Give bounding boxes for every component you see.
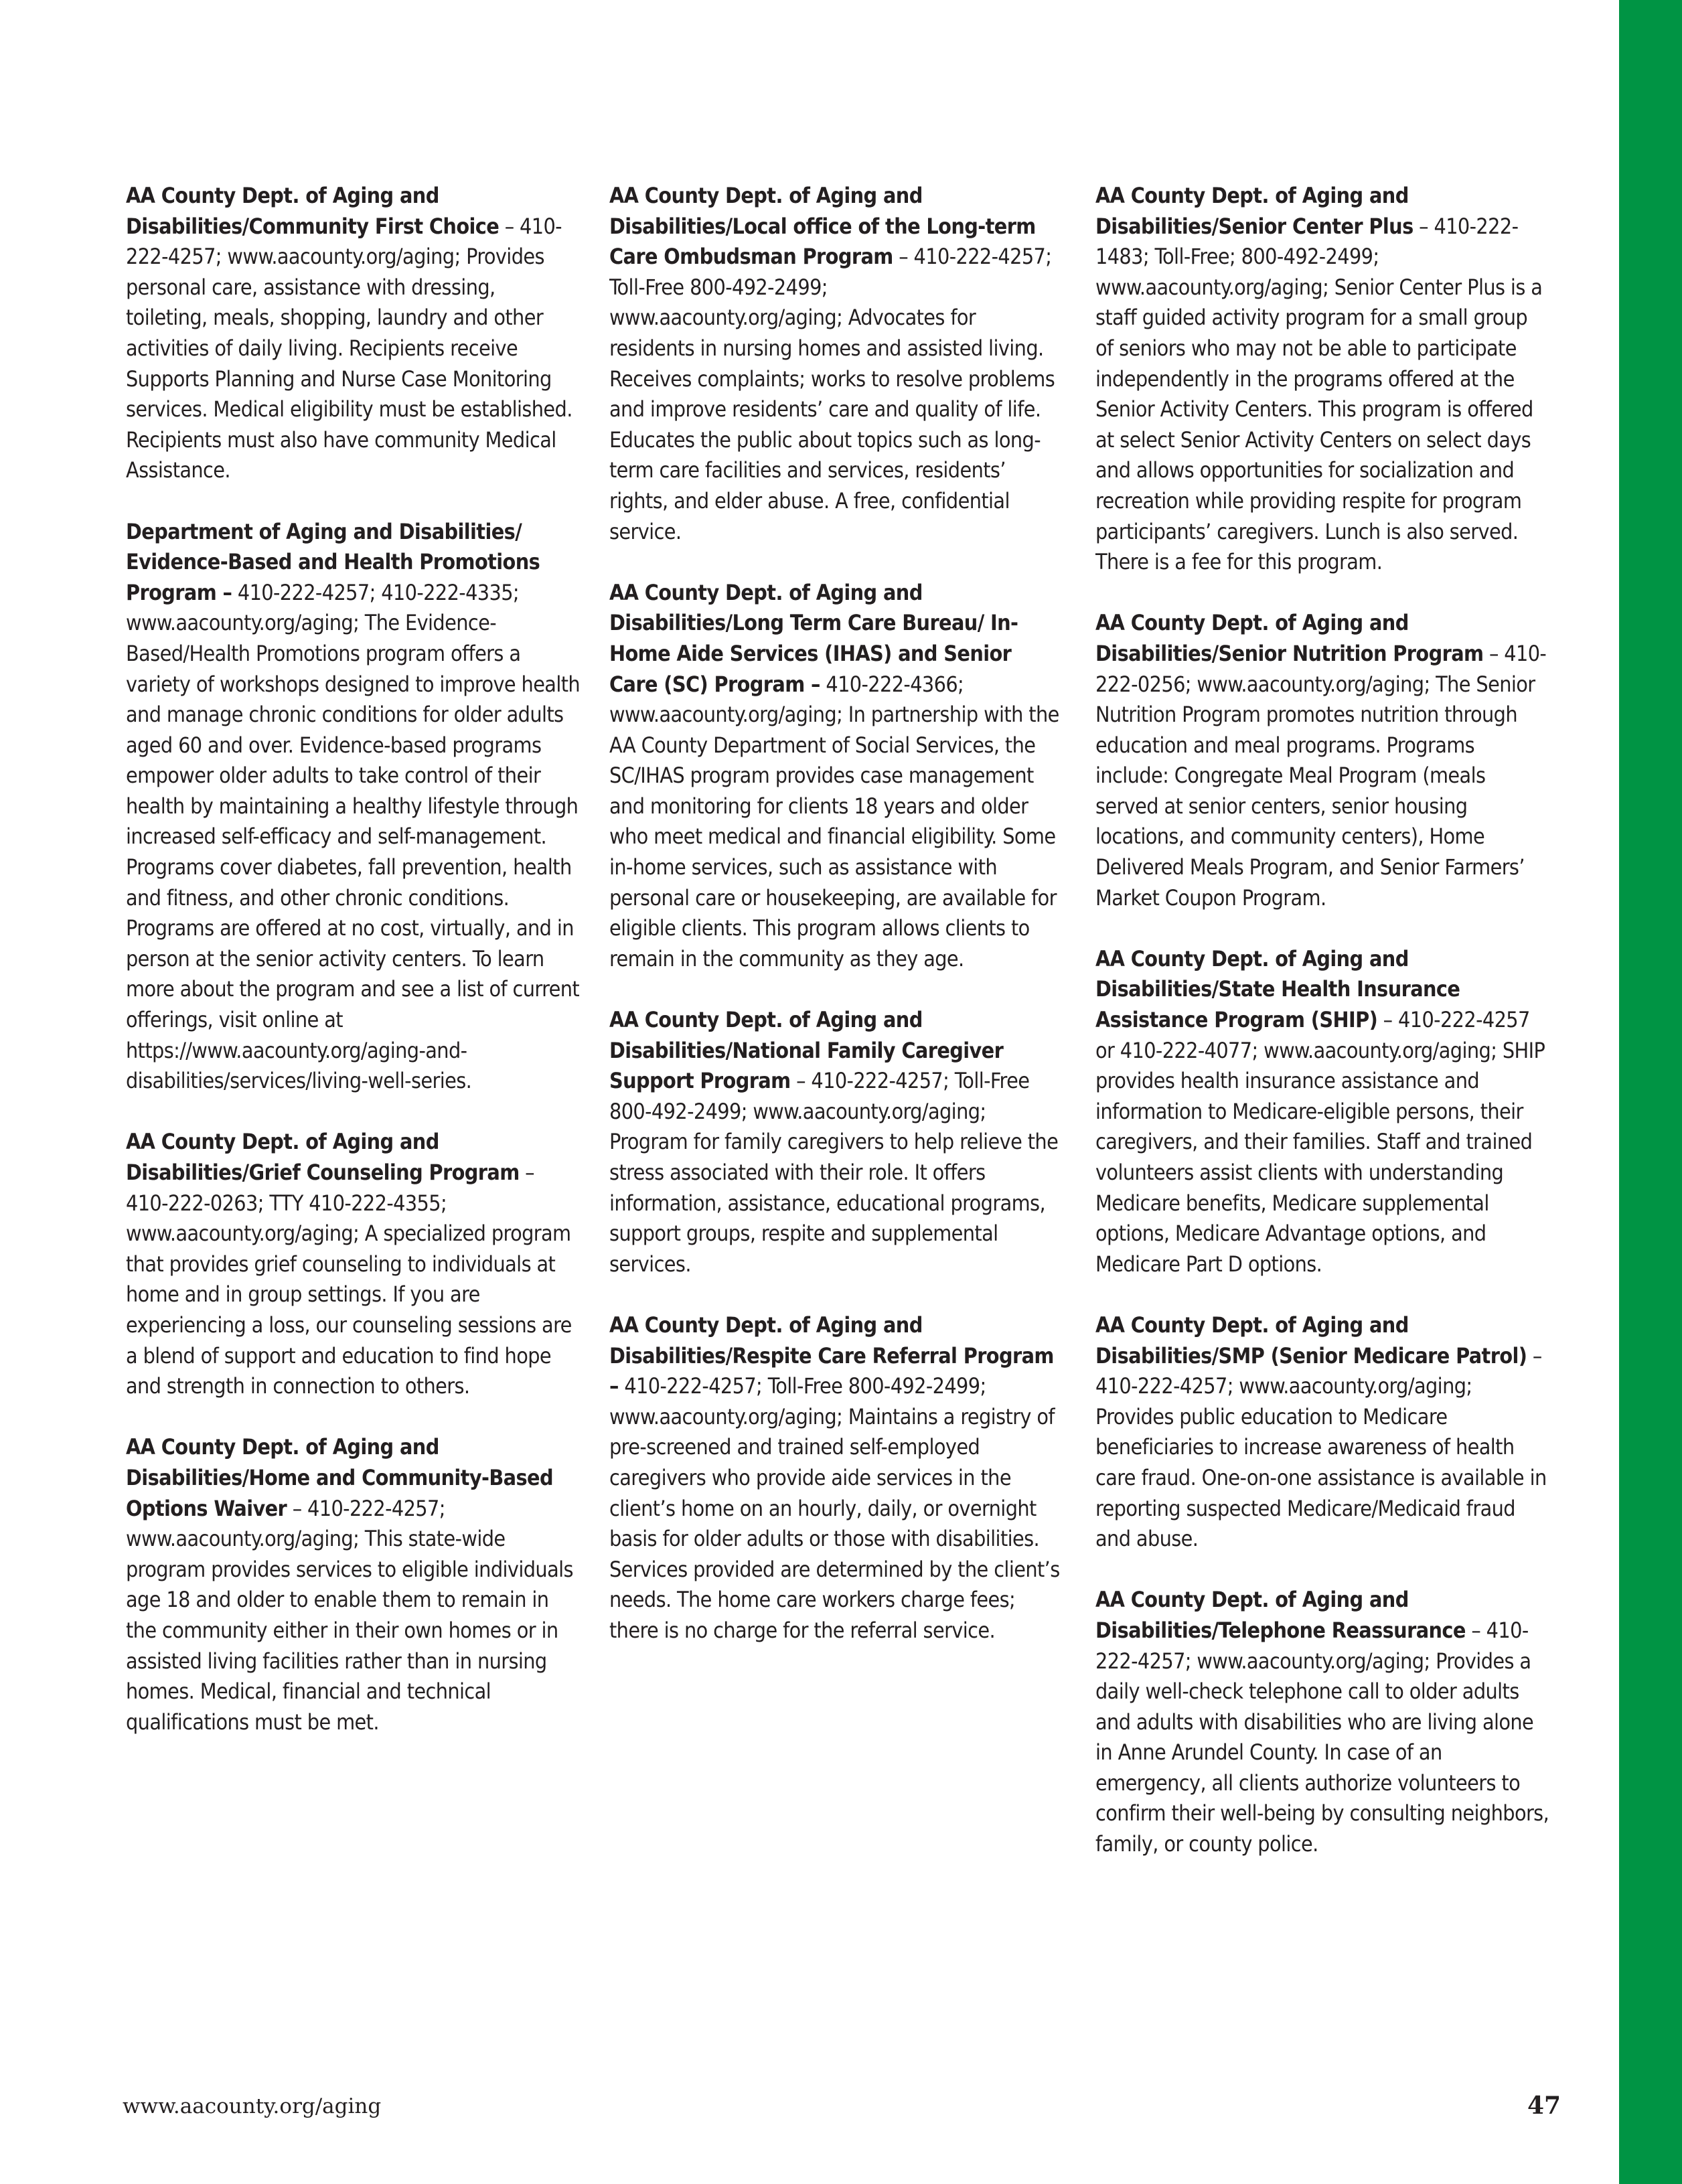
- listing-title: AA County Dept. of Aging and Disabilities/Senior Nutrition Program: [1095, 610, 1484, 666]
- listing-title: AA County Dept. of Aging and Disabilities/Community First Choice: [126, 183, 500, 239]
- listing-title: AA County Dept. of Aging and Disabilities/SMP (Senior Medicare Patrol): [1095, 1312, 1527, 1369]
- listing-respite-care-referral: [609, 1310, 1065, 1646]
- listing-body: 410-222-4257; Toll-Free 800-492-2499; www.aacounty.org/aging; Maintains a registry of pre-screened and trained self-employed caregivers who provide aide services in the client’s home on an hourly, daily, or overnight basis for older adults or those with disabilities. Services provided are determined by the client’s needs. The home care workers charge fees; there is no charge for the referral service.: [609, 1373, 1060, 1643]
- listing-smp: [1095, 1310, 1551, 1555]
- listing-body: – 410-222-4257 or 410-222-4077; www.aacounty.org/aging; SHIP provides health insurance assistance and information to Medicare-eligible persons, their caregivers, and their families. Staff and trained volunteers assist clients with understanding Medicare benefits, Medicare supplemental options, Medicare Advantage options, and Medicare Part D options.: [1095, 1007, 1545, 1277]
- listing-title: AA County Dept. of Aging and Disabilities/Senior Center Plus: [1095, 183, 1413, 239]
- listing-body: 410-222-4366; www.aacounty.org/aging; In partnership with the AA County Department of Social Services, the SC/IHAS program provides case management and monitoring for clients 18 years and older who meet medical and financial eligibility. Some in-home services, such as assistance with personal care or housekeeping, are available for eligible clients. This program allows clients to remain in the community as they age.: [609, 671, 1059, 971]
- listing-family-caregiver-support: [609, 1005, 1065, 1279]
- listing-body: – 410-222-4257; Toll-Free 800-492-2499; www.aacounty.org/aging; Advocates for residents in nursing homes and assisted living. Receives complaints; works to resolve problems and improve residents’ care and quality of life. Educates the public about topics such as long-term care facilities and services, residents’ rights, and elder abuse. A free, confidential service.: [609, 244, 1055, 544]
- listing-ombudsman-program: [609, 181, 1065, 547]
- column-middle: [609, 181, 1065, 1676]
- footer-url: www.aacounty.org/aging: [123, 2094, 382, 2118]
- listing-grief-counseling: [126, 1127, 581, 1401]
- listing-ihas-senior-care: [609, 578, 1065, 975]
- listing-title: AA County Dept. of Aging and Disabilities/Home and Community-Based Options Waiver: [126, 1434, 553, 1521]
- listing-body: – 410-222-0263; TTY 410-222-4355; www.aacounty.org/aging; A specialized program that provides grief counseling to individuals at home and in group settings. If you are experiencing a loss, our counseling sessions are a blend of support and education to find hope and strength in connection to others.: [126, 1160, 572, 1399]
- column-right: [1095, 181, 1551, 1890]
- listing-title: AA County Dept. of Aging and Disabilities/Telephone Reassurance: [1095, 1587, 1466, 1643]
- listing-body: – 410-222-4257; www.aacounty.org/aging; Provides personal care, assistance with dressing, toileting, meals, shopping, laundry and other activities of daily living. Recipients receive Supports Planning and Nurse Case Monitoring services. Medical eligibility must be established. Recipients must also have community Medical Assistance.: [126, 213, 572, 483]
- listing-title: AA County Dept. of Aging and Disabilities/National Family Caregiver Support Program: [609, 1007, 1004, 1094]
- listing-body: – 410-222-4257; www.aacounty.org/aging; Provides a daily well-check telephone call to older adults and adults with disabilities who are living alone in Anne Arundel County. In case of an emergency, all clients authorize volunteers to confirm their well-being by consulting neighbors, family, or county police.: [1095, 1617, 1549, 1857]
- listing-community-first-choice: [126, 181, 581, 486]
- listing-body: – 410-222-4257; www.aacounty.org/aging; This state-wide program provides services to eligible individuals age 18 and older to enable them to remain in the community either in their own homes or in assisted living facilities rather than in nursing homes. Medical, financial and technical qualifications must be met.: [126, 1495, 573, 1735]
- column-left: [126, 181, 581, 1768]
- listing-evidence-based-health-promotions: [126, 517, 581, 1097]
- listing-home-community-options-waiver: [126, 1432, 581, 1737]
- listing-body: – 410-222-4257; Toll-Free 800-492-2499; www.aacounty.org/aging; Program for family caregivers to help relieve the stress associated with their role. It offers information, assistance, educational programs, support groups, respite and supplemental services.: [609, 1068, 1059, 1277]
- listing-title: AA County Dept. of Aging and Disabilities/Long Term Care Bureau/ In-Home Aide Services (IHAS) and Senior Care (SC) Program –: [609, 579, 1018, 697]
- listing-telephone-reassurance: [1095, 1585, 1551, 1859]
- listing-title: AA County Dept. of Aging and Disabilities/State Health Insurance Assistance Program (SHIP): [1095, 945, 1460, 1033]
- listing-ship: [1095, 944, 1551, 1280]
- green-edge-band: [1619, 0, 1682, 2184]
- listing-title: Department of Aging and Disabilities/ Evidence-Based and Health Promotions Program –: [126, 518, 540, 605]
- page-number: 47: [1527, 2092, 1561, 2120]
- listing-title: AA County Dept. of Aging and Disabilities/Respite Care Referral Program –: [609, 1312, 1054, 1399]
- listing-body: 410-222-4257; 410-222-4335; www.aacounty.org/aging; The Evidence-Based/Health Promotions program offers a variety of workshops designed to improve health and manage chronic conditions for older adults aged 60 and over. Evidence-based programs empower older adults to take control of their health by maintaining a healthy lifestyle through increased self-efficacy and self-management. Programs cover diabetes, fall prevention, health and fitness, and other chronic conditions. Programs are offered at no cost, virtually, and in person at the senior activity centers. To learn more about the program and see a list of current offerings, visit online at https://www.aacounty.org/aging-and-disabilities/services/living-well-series.: [126, 579, 581, 1094]
- listing-senior-nutrition: [1095, 608, 1551, 913]
- listing-body: – 410-222-4257; www.aacounty.org/aging; Provides public education to Medicare beneficiaries to increase awareness of health care fraud. One-on-one assistance is available in reporting suspected Medicare/Medicaid fraud and abuse.: [1095, 1342, 1547, 1552]
- listing-body: – 410-222-1483; Toll-Free; 800-492-2499; www.aacounty.org/aging; Senior Center Plus is a staff guided activity program for a small group of seniors who may not be able to participate independently in the programs offered at the Senior Activity Centers. This program is offered at select Senior Activity Centers on select days and allows opportunities for socialization and recreation while providing respite for program participants’ caregivers. Lunch is also served. There is a fee for this program.: [1095, 213, 1543, 575]
- listing-senior-center-plus: [1095, 181, 1551, 578]
- listing-title: AA County Dept. of Aging and Disabilities/Local office of the Long-term Care Ombudsman Program: [609, 183, 1036, 270]
- listing-body: – 410-222-0256; www.aacounty.org/aging; The Senior Nutrition Program promotes nutrition through education and meal programs. Programs include: Congregate Meal Program (meals served at senior centers, senior housing locations, and community centers), Home Delivered Meals Program, and Senior Farmers’ Market Coupon Program.: [1095, 640, 1547, 911]
- listing-title: AA County Dept. of Aging and Disabilities/Grief Counseling Program: [126, 1129, 520, 1185]
